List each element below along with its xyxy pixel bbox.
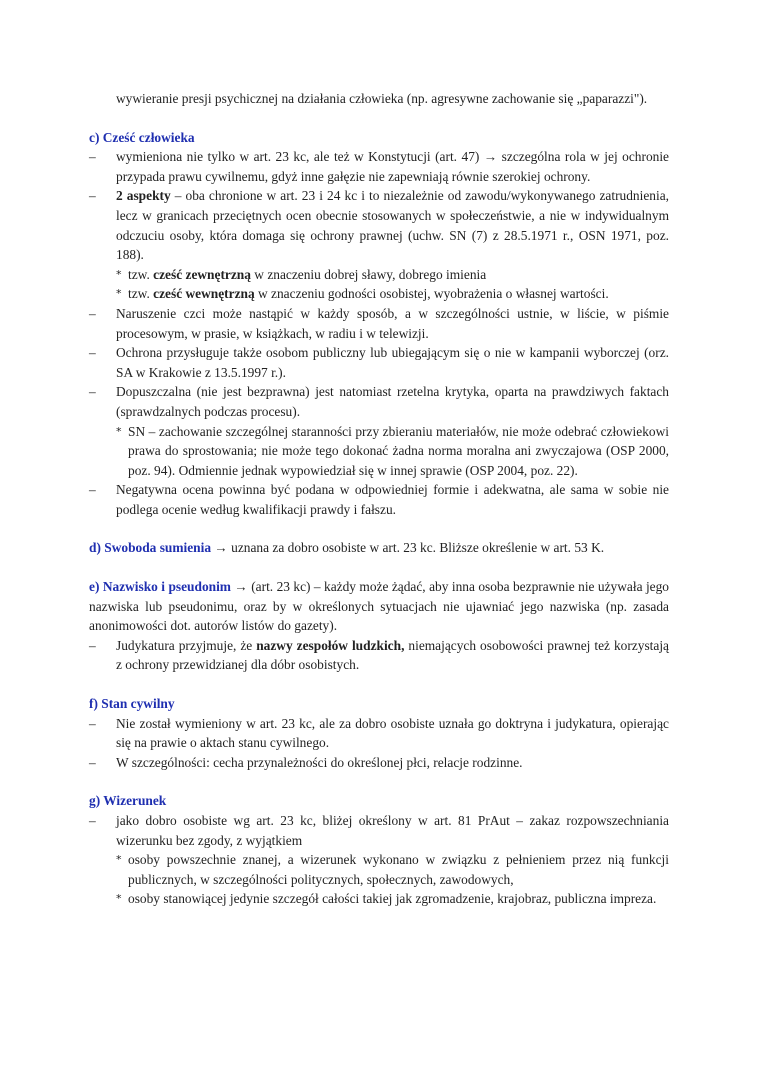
dash-marker: –: [89, 188, 96, 204]
bold-term: cześć wewnętrzną: [153, 286, 255, 302]
star-marker: *: [116, 892, 122, 906]
section-c: [89, 128, 669, 520]
section-g: [89, 791, 669, 909]
dash-marker: –: [89, 482, 96, 498]
list-item: [89, 343, 669, 382]
list-item: [89, 811, 669, 909]
list-item: [89, 186, 669, 304]
dash-marker: –: [89, 715, 96, 731]
star-marker: *: [116, 424, 122, 438]
star-marker: *: [116, 287, 122, 301]
text-pre: tzw.: [128, 286, 154, 302]
document-content: [89, 89, 669, 909]
dash-marker: –: [89, 345, 96, 361]
heading-label: d) Swoboda sumienia: [89, 540, 212, 556]
list-item-text: [116, 186, 669, 264]
list-item-text: [116, 636, 669, 675]
section-heading-g: g) Wizerunek: [89, 793, 167, 809]
text-post: w znaczeniu dobrej sławy, dobrego imienia: [250, 266, 487, 282]
heading-rest: → (art. 23 kc) – każdy może żądać, aby inna osoba bezprawnie nie używała jego nazwiska lub pseudonimu, oraz by w określonych sytuacjach nie ujawniać jego nazwiska (np. zasada anonimowości dot. autorów listów do gazety).: [89, 579, 669, 634]
list-item: [89, 382, 669, 480]
list-item: [89, 304, 669, 343]
bold-term: 2 aspekty: [116, 188, 171, 204]
sub-list-item: [116, 265, 669, 285]
section-heading-e: [89, 579, 231, 594]
list-item: [89, 753, 669, 773]
sub-list-item-text: [128, 265, 669, 285]
section-e: [89, 577, 669, 675]
dash-marker: –: [89, 384, 96, 400]
list-item-text: Ochrona przysługuje także osobom publiczny lub ubiegającym się o nie w kampanii wyborczej (orz. SA w Krakowie z 13.5.1997 r.).: [116, 345, 669, 380]
list-item-text: Dopuszczalna (nie jest bezprawna) jest natomiast rzetelna krytyka, oparta na prawdziwych faktach (sprawdzalnych podczas procesu).: [116, 384, 669, 419]
list-item-body: [116, 382, 669, 480]
dash-marker: –: [89, 637, 96, 653]
dash-marker: –: [89, 754, 96, 770]
sub-list-item: [116, 850, 669, 889]
sub-list-item: [116, 889, 669, 909]
text-post: w znaczeniu godności osobistej, wyobrażenia o własnej wartości.: [254, 286, 609, 302]
sub-list-item: [116, 422, 669, 481]
text-pre: Judykatura przyjmuje, że: [116, 637, 257, 653]
list-item: [89, 714, 669, 753]
text-pre: tzw.: [128, 266, 154, 282]
section-heading-d: [89, 540, 604, 555]
dash-marker: –: [89, 305, 96, 321]
dash-marker: –: [89, 813, 96, 828]
sub-list-item: [116, 284, 669, 304]
list-item: [89, 147, 669, 186]
star-marker: *: [116, 853, 122, 867]
list-item-body: [116, 186, 669, 304]
text-post: niemających osobowości prawnej też korzystają z ochrony przewidzianej dla dóbr osobistych.: [116, 637, 669, 673]
section-heading-f: f) Stan cywilny: [89, 696, 175, 712]
list-item: [89, 636, 669, 675]
list-item-text: Negatywna ocena powinna być podana w odpowiedniej formie i adekwatna, ale sama w sobie nie podlega ocenie według kwalifikacji prawdy i fałszu.: [116, 482, 669, 517]
list-item: [89, 480, 669, 519]
intro-paragraph: wywieranie presji psychicznej na działania człowieka (np. agresywne zachowanie się „paparazzi").: [116, 91, 648, 106]
sub-list-item-text: osoby stanowiącej jedynie szczegół całości takiej jak zgromadzenie, krajobraz, publiczna impreza.: [128, 891, 657, 907]
bold-term: nazwy zespołów ludzkich,: [256, 637, 405, 653]
section-d: [89, 538, 669, 558]
sub-list-item-text: SN – zachowanie szczególnej staranności przy zbieraniu materiałów, nie może odebrać człowiekowi prawa do sprostowania; nie może tego dokonać żadna norma moralna ani zwyczajowa (OSP 2000, poz. 94). Odmiennie jednak wypowiedział się w innej sprawie (OSP 2004, poz. 22).: [128, 423, 669, 478]
sub-list-item-text: osoby powszechnie znanej, a wizerunek wykonano w związku z pełnieniem przez nią funkcji publicznych, w szczególności politycznych, społecznych, zawodowych,: [128, 852, 669, 887]
list-item-text: W szczególności: cecha przynależności do określonej płci, relacje rodzinne.: [116, 754, 523, 770]
list-item-text-rest: – oba chronione w art. 23 i 24 kc i to niezależnie od zawodu/wykonywanego zatrudnienia, lecz w granicach przeciętnych ocen obecnie stosowanych w społeczeństwie, a nie w indywidualnym odczuciu osoby, która domaga się ochrony prawnej (uchw. SN (7) z 28.5.1971 r., OSN 1971, poz. 188).: [116, 188, 669, 263]
heading-rest: → uznana za dobro osobiste w art. 23 kc. Bliższe określenie w art. 53 K.: [211, 540, 605, 556]
star-marker: *: [116, 267, 122, 281]
dash-marker: –: [89, 149, 96, 165]
list-item-text: Naruszenie czci może nastąpić w każdy sposób, a w szczególności ustnie, w liście, w piśmie procesowym, w prasie, w książkach, w radiu i w telewizji.: [116, 305, 669, 341]
heading-label: e) Nazwisko i pseudonim: [89, 579, 231, 595]
list-item-text: jako dobro osobiste wg art. 23 kc, bliżej określony w art. 81 PrAut – zakaz rozpowszechniania wizerunku bez zgody, z wyjątkiem: [116, 813, 669, 848]
section-f: [89, 694, 669, 772]
sub-list-item-text: [128, 284, 669, 304]
section-heading-c: c) Cześć człowieka: [89, 129, 195, 145]
section-e-lead: [89, 577, 669, 636]
list-item-body: [116, 811, 669, 909]
list-item-text: wymieniona nie tylko w art. 23 kc, ale też w Konstytucji (art. 47) → szczególna rola w jej ochronie przypada prawu cywilnemu, gdyż inne gałęzie nie zapewniają równie szerokiej ochrony.: [116, 149, 669, 184]
list-item-text: Nie został wymieniony w art. 23 kc, ale za dobro osobiste uznała go doktryna i judykatura, opierając się na prawie o aktach stanu cywilnego.: [116, 715, 669, 751]
bold-term: cześć zewnętrzną: [153, 266, 251, 282]
